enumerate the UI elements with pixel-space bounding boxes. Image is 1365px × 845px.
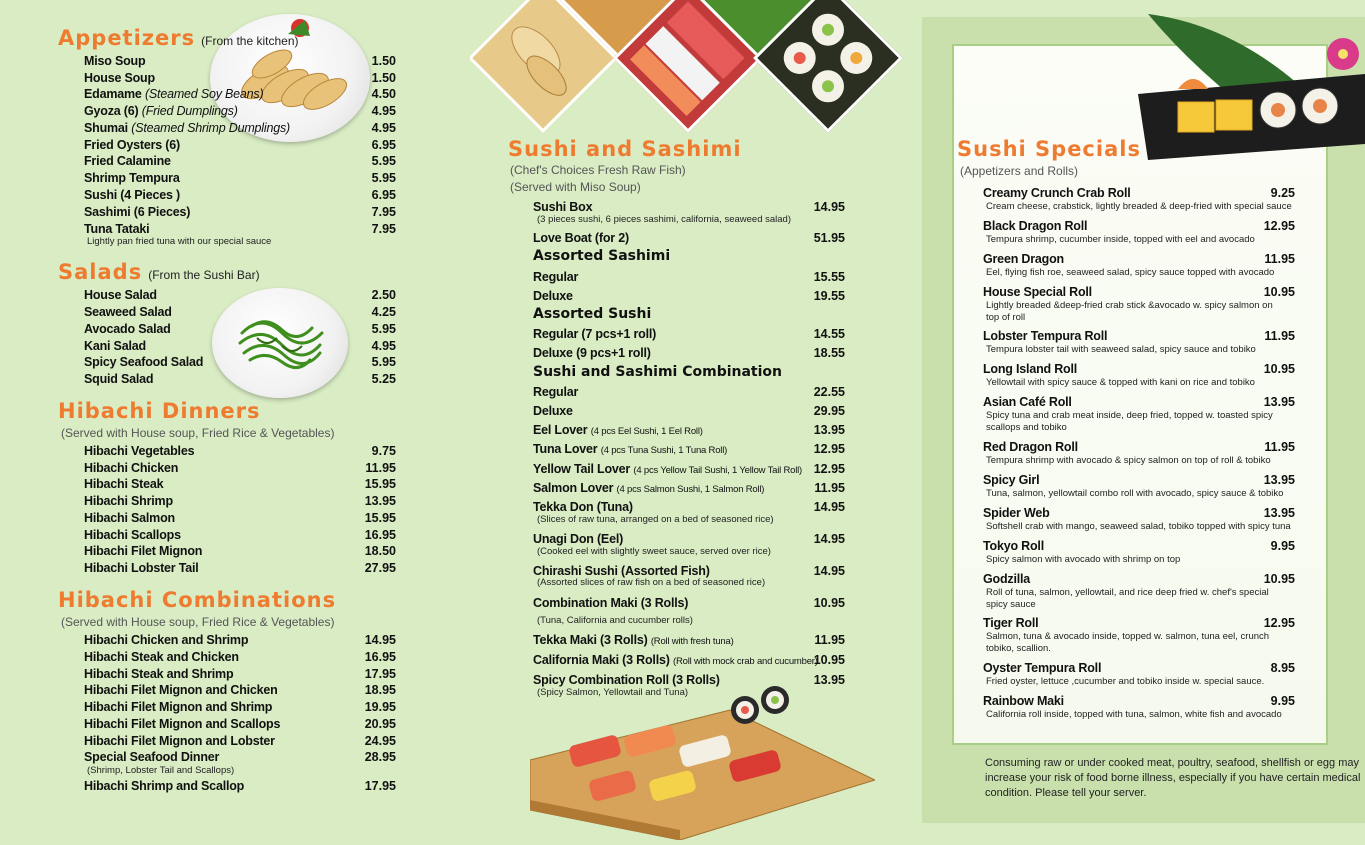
menu-item-name [84,71,155,85]
unagi-don-description: (Cooked eel with slightly sweet sauce, served over rice) [537,546,771,557]
item-description: (4 pcs Tuna Sushi, 1 Tuna Roll) [600,445,728,456]
seaweed-illustration [212,288,348,398]
appetizers-title [58,26,298,50]
item-name-text: California Maki (3 Rolls) [533,653,670,667]
menu-item-price: 5.95 [371,355,396,369]
item-description: (Steamed Soy Beans) [144,87,264,101]
menu-item-price: 16.95 [364,650,396,664]
item-name-text: Spicy Seafood Salad [84,355,204,369]
menu-item-price: 6.95 [371,188,396,202]
menu-item-price: 28.95 [364,750,396,764]
item-name-text: Tokyo Roll [983,539,1044,553]
menu-item-price: 4.95 [371,121,396,135]
item-name-text: Hibachi Steak [84,477,164,491]
menu-item-name [533,596,688,610]
chirashi-description: (Assorted slices of raw fish on a bed of seasoned rice) [537,577,766,588]
menu-item-price: 17.95 [364,779,396,793]
item-name-text: Rainbow Maki [983,694,1064,708]
menu-item-name [84,87,263,101]
menu-item-name [84,544,202,558]
menu-item-price: 4.25 [371,305,396,319]
assorted-sashimi-deluxe: Deluxe [533,289,573,303]
menu-item-price: 17.95 [364,667,396,681]
menu-item-name [983,362,1077,376]
assorted-sushi-regular-price: 14.55 [813,327,845,341]
menu-item-name [533,200,592,214]
menu-item-name [84,717,280,731]
item-description: (4 pcs Salmon Sushi, 1 Salmon Roll) [616,484,765,495]
menu-item-price: 14.95 [364,633,396,647]
item-name-text: Hibachi Chicken and Shrimp [84,633,249,647]
menu-item-name [84,205,190,219]
assorted-sushi-regular: Regular (7 pcs+1 roll) [533,327,657,341]
item-name-text: Special Seafood Dinner [84,750,220,764]
menu-item-price: 12.95 [1263,616,1295,630]
menu-item-name [533,462,802,476]
menu-item-price: 13.95 [1263,506,1295,520]
menu-item-name [533,564,710,578]
item-name-text: Spicy Girl [983,473,1040,487]
menu-item-price: 5.25 [371,372,396,386]
menu-item-name [983,395,1072,409]
item-name-text: Hibachi Filet Mignon and Chicken [84,683,278,697]
menu-item-price: 20.95 [364,717,396,731]
menu-item-price: 11.95 [1264,252,1295,266]
menu-item-name [533,500,633,514]
seaweed-salad-plate-image [212,288,348,398]
menu-item-price: 9.75 [371,444,396,458]
menu-item-price: 1.50 [371,54,396,68]
menu-item-price: 13.95 [813,673,845,687]
menu-item-name [84,528,181,542]
item-name-text: Green Dragon [983,252,1064,266]
salads-title [58,260,260,284]
sushi-sashimi-combination-heading: Sushi and Sashimi Combination [533,364,783,380]
tuna-tataki-note: Lightly pan fried tuna with our special sauce [87,236,272,247]
menu-item-name [983,506,1050,520]
item-name-text: Love Boat (for 2) [533,231,629,245]
sushi-roll-illustration [1138,14,1365,160]
item-name-text: Hibachi Filet Mignon and Lobster [84,734,275,748]
menu-item-name [84,561,199,575]
item-name-text: Hibachi Shrimp [84,494,173,508]
item-name-text: Sushi (4 Pieces ) [84,188,180,202]
special-description-line-2: scallops and tobiko [986,422,1067,433]
special-description: Tempura shrimp with avocado & spicy salmon on top of roll & tobiko [986,455,1271,466]
menu-item-price: 19.95 [364,700,396,714]
item-name-text: Eel Lover [533,423,588,437]
menu-item-name [84,154,171,168]
menu-item-name [983,661,1101,675]
menu-item-price: 13.95 [1263,395,1295,409]
item-name-text: Fried Calamine [84,154,171,168]
menu-item-price: 15.95 [364,511,396,525]
item-name-text: Long Island Roll [983,362,1078,376]
special-description: Softshell crab with mango, seaweed salad, tobiko topped with spicy tuna [986,521,1291,532]
menu-item-name [84,750,219,764]
menu-item-name [84,734,275,748]
menu-item-name [84,322,171,336]
menu-item-name [533,633,734,647]
special-description: Tempura shrimp, cucumber inside, topped with eel and avocado [986,234,1255,245]
menu-item-name [84,104,238,118]
menu-item-name [84,188,180,202]
menu-item-name [983,694,1064,708]
item-name-text: Kani Salad [84,339,146,353]
special-description: Cream cheese, crabstick, lightly breaded & deep-fried with special sauce [986,201,1292,212]
menu-item-price: 5.95 [371,322,396,336]
combo-maki-description: (Tuna, California and cucumber rolls) [537,615,693,626]
item-name-text: Spider Web [983,506,1050,520]
appetizers-title-text: Appetizers [58,26,196,50]
menu-item-price: 11.95 [814,633,845,647]
menu-item-price: 4.95 [371,104,396,118]
menu-item-price: 6.95 [371,138,396,152]
seafood-dinner-note: (Shrimp, Lobster Tail and Scallops) [87,765,235,776]
menu-item-price: 7.95 [371,205,396,219]
item-name-text: Black Dragon Roll [983,219,1088,233]
item-name-text: House Special Roll [983,285,1092,299]
item-name-text: Hibachi Lobster Tail [84,561,199,575]
item-description: (Fried Dumplings) [141,104,238,118]
item-name-text: Squid Salad [84,372,154,386]
disclaimer-line-3: condition. Please tell your server. [985,787,1147,799]
menu-item-name [983,539,1044,553]
menu-item-name [84,494,173,508]
item-name-text: Combination Maki (3 Rolls) [533,596,689,610]
special-description: Eel, flying fish roe, seaweed salad, spicy sauce topped with avocado [986,267,1275,278]
assorted-sashimi-regular: Regular [533,270,579,284]
menu-item-price: 27.95 [364,561,396,575]
item-name-text: Hibachi Shrimp and Scallop [84,779,245,793]
menu-item-name [84,372,153,386]
hibachi-dinners-note: (Served with House soup, Fried Rice & Vegetables) [61,426,335,440]
item-description: (4 pcs Eel Sushi, 1 Eel Roll) [590,426,703,437]
item-name-text: Tiger Roll [983,616,1039,630]
item-name-text: Sushi Box [533,200,593,214]
spicy-combo-description: (Spicy Salmon, Yellowtail and Tuna) [537,687,689,698]
food-safety-disclaimer [985,756,1360,801]
menu-item-name [983,219,1087,233]
disclaimer-line-1: Consuming raw or under cooked meat, poultry, seafood, shellfish or egg may [985,757,1359,769]
menu-item-price: 24.95 [364,734,396,748]
special-description-line-2: spicy sauce [986,599,1036,610]
appetizers-subtitle: (From the kitchen) [201,34,299,48]
assorted-sashimi-deluxe-price: 19.55 [813,289,845,303]
special-description: Spicy salmon with avocado with shrimp on top [986,554,1181,565]
menu-item-price: 14.95 [813,500,845,514]
tekka-don-description: (Slices of raw tuna, arranged on a bed of seasoned rice) [537,514,774,525]
assorted-sashimi-regular-price: 15.55 [813,270,845,284]
menu-item-name [84,683,278,697]
menu-item-price: 12.95 [813,442,845,456]
menu-item-price: 10.95 [813,653,845,667]
menu-item-name [84,54,145,68]
special-description: Spicy tuna and crab meat inside, deep fried, topped w. toasted spicy [986,410,1273,421]
special-description-line-2: tobiko, scallion. [986,643,1051,654]
menu-item-price: 14.95 [813,200,845,214]
sushi-specials-note: (Appetizers and Rolls) [960,164,1079,178]
menu-item-price: 7.95 [371,222,396,236]
menu-item-price: 11.95 [365,461,396,475]
menu-item-name [533,231,629,245]
menu-item-price: 11.95 [814,481,845,495]
menu-item-name [84,121,290,135]
item-name-text: Avocado Salad [84,322,171,336]
menu-item-name [84,511,175,525]
hibachi-combinations-note: (Served with House soup, Fried Rice & Vegetables) [61,615,335,629]
menu-item-name [84,667,233,681]
combination-regular: Regular [533,385,579,399]
special-description: California roll inside, topped with tuna, salmon, white fish and avocado [986,709,1282,720]
menu-item-price: 5.95 [371,154,396,168]
menu-item-price: 51.95 [813,231,845,245]
special-description: Fried oyster, lettuce ,cucumber and tobiko inside w. special sauce. [986,676,1265,687]
menu-item-name [84,444,194,458]
menu-item-price: 13.95 [813,423,845,437]
menu-item-price: 13.95 [1263,473,1295,487]
hibachi-dinners-title: Hibachi Dinners [58,399,261,423]
item-description: (Roll with fresh tuna) [650,636,734,647]
menu-item-name [84,305,172,319]
item-name-text: Hibachi Salmon [84,511,175,525]
menu-item-name [84,355,203,369]
menu-item-name [533,532,623,546]
item-name-text: Chirashi Sushi (Assorted Fish) [533,564,710,578]
item-name-text: Gyoza (6) [84,104,139,118]
menu-item-name [533,423,703,437]
menu-item-name [533,653,818,667]
special-description: Salmon, tuna & avocado inside, topped w. salmon, tuna eel, crunch [986,631,1270,642]
assorted-sushi-heading: Assorted Sushi [533,306,652,322]
menu-item-name [84,633,248,647]
item-name-text: Tuna Lover [533,442,598,456]
hibachi-combinations-title: Hibachi Combinations [58,588,337,612]
menu-item-name [84,700,272,714]
combination-regular-price: 22.55 [813,385,845,399]
assorted-sushi-deluxe: Deluxe (9 pcs+1 roll) [533,346,651,360]
item-name-text: Sashimi (6 Pieces) [84,205,191,219]
item-name-text: Spicy Combination Roll (3 Rolls) [533,673,720,687]
menu-item-price: 10.95 [1263,572,1295,586]
menu-item-name [983,252,1064,266]
menu-item-price: 9.95 [1270,539,1295,553]
item-description: (Steamed Shrimp Dumplings) [131,121,290,135]
menu-item-price: 10.95 [813,596,845,610]
item-name-text: Tekka Don (Tuna) [533,500,633,514]
menu-item-price: 14.95 [813,532,845,546]
sushi-sashimi-note-2: (Served with Miso Soup) [510,180,641,194]
menu-item-name [533,442,727,456]
menu-item-price: 10.95 [1263,362,1295,376]
menu-item-price: 18.50 [364,544,396,558]
menu-item-price: 9.95 [1270,694,1295,708]
special-description-line-2: top of roll [986,312,1026,323]
salads-title-text: Salads [58,260,143,284]
item-name-text: Salmon Lover [533,481,614,495]
assorted-sashimi-heading: Assorted Sashimi [533,248,671,264]
item-name-text: Hibachi Filet Mignon and Scallops [84,717,281,731]
item-name-text: Lobster Tempura Roll [983,329,1108,343]
item-description: (4 pcs Yellow Tail Sushi, 1 Yellow Tail Roll) [633,465,803,476]
special-description: Yellowtail with spicy sauce & topped with kani on rice and tobiko [986,377,1255,388]
menu-item-price: 12.95 [813,462,845,476]
menu-item-price: 4.50 [371,87,396,101]
menu-item-name [983,285,1092,299]
special-description: Lightly breaded &deep-fried crab stick &avocado w. spicy salmon on [986,300,1273,311]
salads-subtitle: (From the Sushi Bar) [148,268,260,282]
sushi-roll-platter-image [1138,14,1365,160]
assorted-sushi-deluxe-price: 18.55 [813,346,845,360]
menu-item-price: 9.25 [1270,186,1295,200]
item-name-text: Hibachi Scallops [84,528,181,542]
item-name-text: Creamy Crunch Crab Roll [983,186,1131,200]
item-name-text: Shrimp Tempura [84,171,180,185]
menu-item-name [533,673,720,687]
item-name-text: Oyster Tempura Roll [983,661,1102,675]
menu-item-name [84,477,163,491]
menu-item-price: 5.95 [371,171,396,185]
disclaimer-line-2: increase your risk of food borne illness, especially if you have certain medical [985,772,1361,784]
item-name-text: Shumai [84,121,128,135]
sushi-photo-strip [470,0,910,140]
menu-item-name [84,461,178,475]
menu-item-name [84,138,180,152]
menu-item-price: 2.50 [371,288,396,302]
item-name-text: Hibachi Vegetables [84,444,195,458]
menu-item-name [84,171,180,185]
sushi-sashimi-title: Sushi and Sashimi [508,137,742,161]
item-name-text: Hibachi Filet Mignon and Shrimp [84,700,273,714]
menu-item-name [84,779,244,793]
item-name-text: Tuna Tataki [84,222,150,236]
menu-item-price: 18.95 [364,683,396,697]
menu-item-name [983,473,1039,487]
menu-item-price: 14.95 [813,564,845,578]
item-name-text: Miso Soup [84,54,146,68]
item-name-text: Seaweed Salad [84,305,172,319]
item-name-text: Hibachi Filet Mignon [84,544,203,558]
menu-item-name [84,339,146,353]
item-name-text: Hibachi Chicken [84,461,179,475]
menu-item-name [983,329,1107,343]
item-name-text: Asian Café Roll [983,395,1072,409]
special-description: Roll of tuna, salmon, yellowtail, and rice deep fried w. chef's special [986,587,1269,598]
menu-item-price: 10.95 [1263,285,1295,299]
item-name-text: Hibachi Steak and Shrimp [84,667,234,681]
item-name-text: Red Dragon Roll [983,440,1078,454]
menu-item-name [84,650,239,664]
menu-item-name [84,288,157,302]
special-description: Tempura lobster tail with seaweed salad, spicy sauce and tobiko [986,344,1256,355]
menu-item-name [84,222,149,236]
menu-item-name [983,186,1131,200]
item-name-text: Godzilla [983,572,1031,586]
item-name-text: House Soup [84,71,155,85]
menu-item-price: 11.95 [1264,440,1295,454]
item-description: (Roll with mock crab and cucumber) [672,656,818,667]
item-name-text: Tekka Maki (3 Rolls) [533,633,648,647]
menu-item-price: 11.95 [1264,329,1295,343]
menu-item-price: 4.95 [371,339,396,353]
menu-item-name [983,440,1078,454]
combination-deluxe: Deluxe [533,404,573,418]
combination-deluxe-price: 29.95 [813,404,845,418]
special-description: Tuna, salmon, yellowtail combo roll with avocado, spicy sauce & tobiko [986,488,1284,499]
menu-item-price: 16.95 [364,528,396,542]
sushi-box-description: (3 pieces sushi, 6 pieces sashimi, california, seaweed salad) [537,214,791,225]
item-name-text: Yellow Tail Lover [533,462,631,476]
item-name-text: Edamame [84,87,142,101]
menu-item-name [983,572,1030,586]
menu-item-price: 8.95 [1270,661,1295,675]
item-name-text: House Salad [84,288,157,302]
sushi-specials-title: Sushi Specials [957,137,1141,161]
menu-item-price: 15.95 [364,477,396,491]
item-name-text: Unagi Don (Eel) [533,532,624,546]
menu-item-name [983,616,1038,630]
menu-item-price: 13.95 [364,494,396,508]
item-name-text: Fried Oysters (6) [84,138,180,152]
menu-item-name [533,481,764,495]
menu-item-price: 1.50 [371,71,396,85]
sushi-sashimi-note-1: (Chef's Choices Fresh Raw Fish) [510,163,686,177]
menu-item-price: 12.95 [1263,219,1295,233]
item-name-text: Hibachi Steak and Chicken [84,650,239,664]
